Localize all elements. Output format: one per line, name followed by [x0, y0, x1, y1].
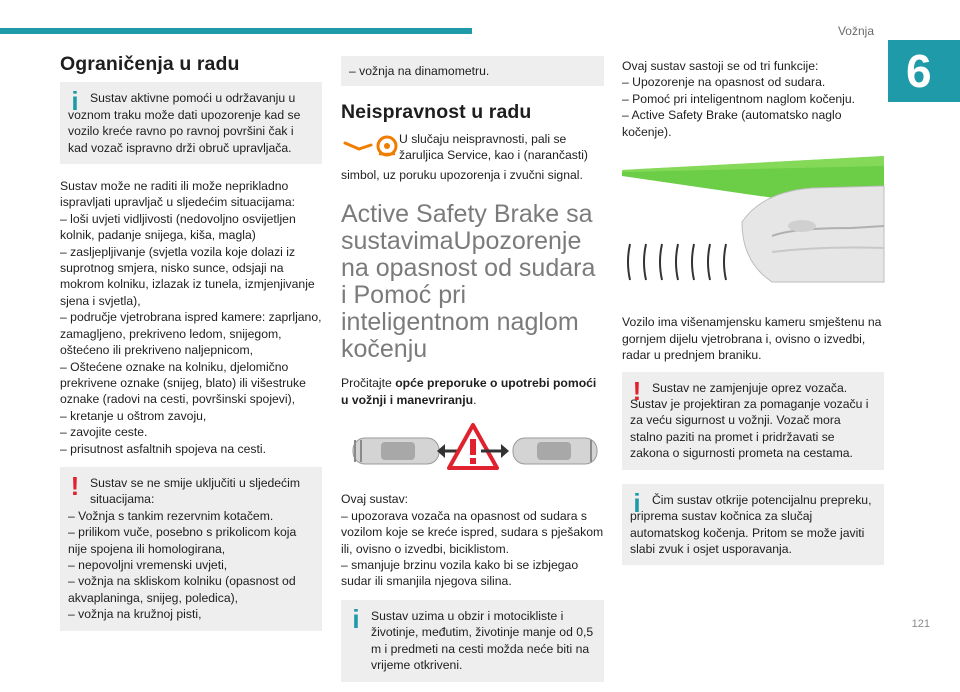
list-item: – zavojite ceste.	[60, 425, 148, 440]
note-rest: priprema sustav kočnica za slučaj automatskog kočenja. Pritom se može javiti slabi zvuk i osjet usporavanja.	[630, 509, 865, 556]
column-3	[622, 58, 884, 575]
info-icon: i	[352, 603, 360, 634]
note-rest: životinje, međutim, životinje manje od 0,5 m i predmeti na cesti možda neće biti na vrijeme otkriveni.	[371, 625, 594, 673]
warning-triangle-icon	[449, 425, 497, 468]
info-note	[60, 82, 322, 164]
warning-icon: !	[70, 470, 80, 501]
note-rest: situacijama:	[90, 492, 155, 507]
limits-list	[60, 178, 322, 457]
fault-row	[341, 131, 604, 165]
info-icon: i	[71, 86, 79, 117]
warning-note	[60, 467, 322, 631]
fault-line: U slučaju neispravnosti, pali se	[399, 131, 567, 146]
list-item: – Oštećene oznake na kolniku, djelomično prekrivene oznake (snijeg, blato) ili višestruke oznake (radovi na cesti, površinski spojevi),	[60, 359, 306, 407]
list-item: – zasljepljivanje (svjetla vozila koje dolazi iz suprotnog smjera, nisko sunce, odsjaji na mokrom kolniku, izlazak iz tunela, izmjenjivanje sjena i svjetla),	[60, 244, 315, 308]
list-item: – Active Safety Brake (automatsko naglo kočenje).	[622, 108, 842, 139]
list-item: – kretanje u oštrom zavoju,	[60, 408, 207, 423]
list-item: – nepovoljni vremenski uvjeti,	[68, 557, 228, 572]
system-intro: Ovaj sustav:	[341, 492, 409, 507]
list-item: – Vožnja s tankim rezervnim kotačem.	[68, 508, 274, 523]
continued-list-box: – vožnja na dinamometru.	[341, 56, 604, 86]
info-note	[622, 484, 884, 566]
list-item: – upozorava vozača na opasnost od sudara s vozilom koje se kreće ispred, sudara s pješakom ili, ovisno o izvedbi, biciklistom.	[341, 508, 604, 556]
list-item: Sustav može ne raditi ili može neprikladno ispravljati upravljač u sljedećim situacijama:	[60, 179, 296, 210]
list-item: – smanjuje brzinu vozila kako bi se izbjegao sudar ili smanjila njegova silina.	[341, 558, 579, 589]
list-item: – prilikom vuče, posebno s prikolicom koja nije spojena ili homologirana,	[68, 525, 297, 556]
note-lead: Sustav uzima u obzir i motocikliste i	[371, 608, 564, 623]
running-header: Vožnja	[837, 24, 874, 38]
list-item: – područje vjetrobrana ispred kamere: zaprljano, zamagljeno, prekriveno ledom, snijegom, oštećeno ili prekriveno naljepnicom,	[60, 310, 322, 358]
read-suffix: .	[473, 392, 477, 407]
warning-icon: !	[632, 375, 642, 406]
list-item: – Pomoć pri inteligentnom naglom kočenju.	[622, 91, 856, 106]
collision-warning-diagram	[341, 420, 604, 475]
read-advice	[341, 375, 604, 408]
list-item: – vožnja na skliskom kolniku (opasnost od akvaplaninga, snijeg, poledica),	[68, 574, 296, 605]
section-title-limits: Ograničenja u radu	[60, 53, 240, 75]
front-car-icon	[513, 438, 597, 464]
list-item: – loši uvjeti vidljivosti (nedovoljno osvijetljen kolnik, padanje snijega, kiša, magla)	[60, 211, 296, 243]
section-title-asb: Active Safety Brake sa sustavimaUpozorenje na opasnost od sudara i Pomoć pri inteligentnom naglom kočenju	[341, 200, 596, 364]
camera-text: Vozilo ima višenamjensku kameru smještenu na gornjem dijelu vjetrobrana i, ovisno o izvedbi, radar u prednjem braniku.	[622, 315, 882, 363]
page-number: 121	[911, 618, 930, 630]
info-icon: i	[633, 487, 641, 518]
note-lead: Sustav se ne smije uključiti u sljedećim	[90, 475, 300, 490]
steering-fault-icon	[341, 131, 399, 165]
fault-text-rest: simbol, uz poruku upozorenja i zvučni signal.	[341, 167, 583, 182]
list-item: – Upozorenje na opasnost od sudara.	[622, 75, 826, 90]
fault-text-top	[399, 131, 588, 164]
read-prefix: Pročitajte	[341, 376, 396, 391]
note-lead: Čim sustav otkrije potencijalnu prepreku,	[652, 492, 872, 507]
chapter-tab: 6	[888, 40, 960, 102]
note-lead: Sustav aktivne pomoći u održavanju u	[90, 91, 296, 106]
note-rest: voznom traku može dati upozorenje kad se vozilo kreće ravno po ravnoj površini čak i kad vozač ispravno drži obruč upravljača.	[68, 107, 301, 155]
read-link-text: opće preporuke o upotrebi pomoći u vožnji i manevriranju	[341, 376, 597, 407]
list-item: – vožnja na kružnoj pisti,	[68, 607, 202, 622]
warning-note	[622, 372, 884, 470]
note-rest: Sustav je projektiran za pomaganje vozaču i za veću sigurnost u vožnji. Vozač mora stalno paziti na promet i pridržavati se zakona o sigurnosti prometa na cestama.	[630, 397, 869, 461]
list-item: – prisutnost asfaltnih spojeva na cesti.	[60, 441, 266, 456]
note-lead: Sustav ne zamjenjuje oprez vozača.	[652, 380, 848, 395]
fault-line: žaruljica Service, kao i (narančasti)	[399, 148, 588, 163]
section-title-fault: Neispravnost u radu	[341, 101, 532, 124]
car-body	[742, 186, 884, 282]
info-note	[341, 600, 604, 682]
column-2	[341, 56, 604, 692]
functions-intro: Ovaj sustav sastoji se od tri funkcije:	[622, 59, 819, 73]
rear-car-icon	[353, 438, 439, 464]
header-accent-bar	[0, 28, 472, 34]
car-camera-illustration	[622, 152, 884, 302]
radar-waves	[628, 244, 726, 280]
column-1	[60, 53, 322, 641]
